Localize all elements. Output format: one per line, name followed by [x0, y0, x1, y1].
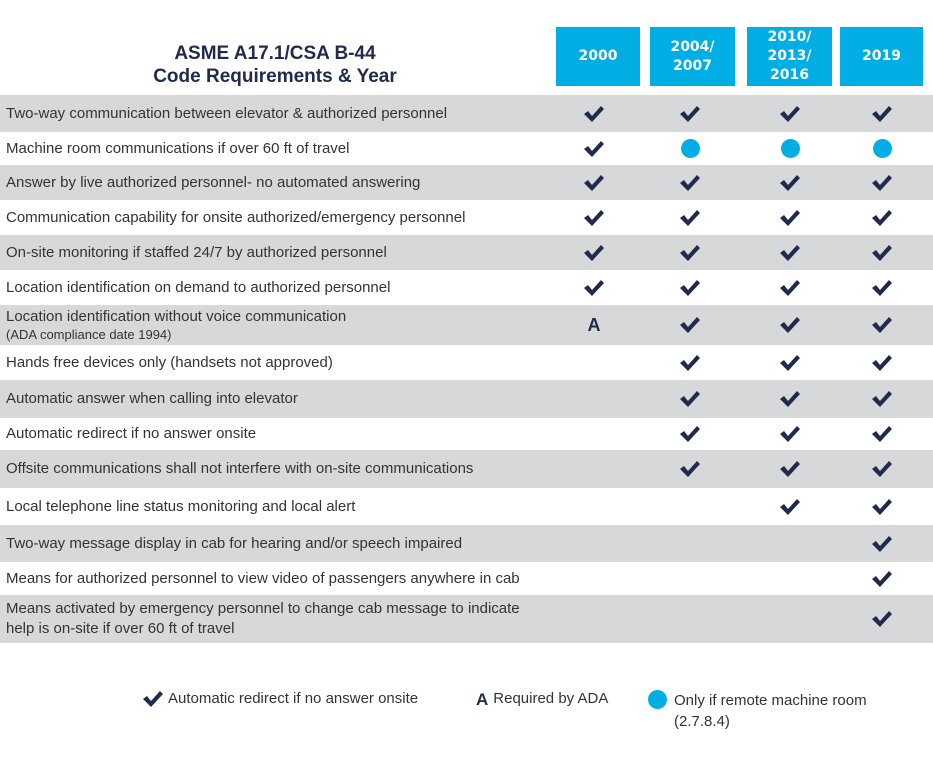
table-row — [0, 95, 933, 132]
table-row — [0, 418, 933, 450]
check-icon — [142, 690, 164, 708]
title-line-1: ASME A17.1/CSA B-44 — [174, 43, 376, 64]
requirement-label — [6, 353, 333, 373]
requirement-text: Local telephone line status monitoring and local alert — [6, 497, 356, 515]
check-icon — [670, 316, 710, 334]
requirement-text: Location identification without voice communication — [6, 308, 347, 325]
requirement-text: Two-way communication between elevator & authorized personnel — [6, 104, 448, 122]
year-header-2010: 2010/ 2013/ 2016 — [747, 27, 832, 86]
check-icon — [862, 354, 902, 372]
check-icon — [670, 354, 710, 372]
table-row — [0, 450, 933, 488]
requirement-label — [6, 424, 256, 444]
check-icon — [670, 460, 710, 478]
check-icon — [670, 105, 710, 123]
ada-icon: A — [587, 314, 601, 335]
requirement-label — [6, 389, 298, 409]
title-line-2: Code Requirements & Year — [153, 66, 397, 87]
table-row — [0, 380, 933, 418]
check-icon — [862, 316, 902, 334]
requirement-text: Answer by live authorized personnel- no automated answering — [6, 173, 421, 191]
requirement-text: Automatic redirect if no answer onsite — [6, 425, 257, 442]
check-icon — [862, 460, 902, 478]
legend-check-label: Automatic redirect if no answer onsite — [168, 690, 419, 707]
requirement-label — [6, 599, 520, 639]
requirement-label — [6, 243, 387, 263]
requirement-text: On-site monitoring if staffed 24/7 by authorized personnel — [6, 243, 387, 261]
check-icon — [862, 610, 902, 628]
requirement-label — [6, 497, 355, 517]
check-icon — [862, 279, 902, 297]
requirement-text: Means for authorized personnel to view video of passengers anywhere in cab — [6, 569, 520, 587]
requirement-label — [6, 569, 520, 589]
check-icon — [862, 498, 902, 516]
check-icon — [862, 174, 902, 192]
table-row — [0, 165, 933, 200]
check-icon — [862, 244, 902, 262]
requirement-label — [6, 139, 349, 159]
check-icon — [574, 105, 614, 123]
check-icon — [862, 535, 902, 553]
check-icon — [670, 244, 710, 262]
check-icon — [670, 279, 710, 297]
check-icon — [770, 209, 810, 227]
check-icon — [770, 498, 810, 516]
ada-icon: A — [476, 690, 489, 709]
table-row — [0, 488, 933, 525]
check-icon — [770, 460, 810, 478]
table-row — [0, 562, 933, 595]
check-icon — [670, 425, 710, 443]
dot-icon — [770, 139, 810, 158]
requirement-text: Means activated by emergency personnel to change cab message to indicate — [6, 600, 520, 617]
requirement-text: Communication capability for onsite authorized/emergency personnel — [6, 208, 466, 226]
requirement-label — [6, 104, 447, 124]
requirement-subtext: (ADA compliance date 1994) — [6, 327, 172, 342]
requirement-label — [6, 278, 390, 298]
check-icon — [770, 425, 810, 443]
check-icon — [574, 140, 614, 158]
table-row — [0, 595, 933, 643]
legend-dot-ref: (2.7.8.4) — [674, 713, 730, 730]
table-row — [0, 200, 933, 235]
legend-check — [142, 690, 418, 708]
requirement-label — [6, 307, 346, 343]
legend-dot-label: Only if remote machine room — [674, 692, 867, 709]
table-row — [0, 525, 933, 562]
check-icon — [770, 390, 810, 408]
table-title — [110, 42, 440, 88]
check-icon — [862, 390, 902, 408]
table-row — [0, 132, 933, 165]
requirement-text: Offsite communications shall not interfere with on-site communications — [6, 460, 474, 477]
requirement-text: Location identification on demand to authorized personnel — [6, 278, 391, 296]
requirement-label — [6, 173, 420, 193]
check-icon — [574, 209, 614, 227]
requirement-label — [6, 534, 462, 554]
check-icon — [770, 244, 810, 262]
requirement-text: Hands free devices only (handsets not approved) — [6, 353, 333, 371]
check-icon — [862, 105, 902, 123]
check-icon — [574, 279, 614, 297]
check-icon — [770, 105, 810, 123]
check-icon — [770, 316, 810, 334]
dot-icon — [862, 139, 902, 158]
requirement-text: Machine room communications if over 60 ft of travel — [6, 139, 350, 157]
check-icon — [862, 570, 902, 588]
table-row — [0, 305, 933, 345]
legend-dot — [648, 690, 867, 732]
check-icon — [670, 209, 710, 227]
check-icon — [770, 279, 810, 297]
check-icon — [670, 390, 710, 408]
year-header-2019: 2019 — [840, 27, 923, 86]
requirement-label — [6, 459, 473, 479]
check-icon — [574, 174, 614, 192]
table-row — [0, 270, 933, 305]
legend-ada — [476, 690, 608, 710]
requirement-label — [6, 208, 465, 228]
check-icon — [862, 209, 902, 227]
check-icon — [770, 354, 810, 372]
requirement-text: Automatic answer when calling into elevator — [6, 390, 298, 407]
check-icon — [862, 425, 902, 443]
legend-ada-label: Required by ADA — [493, 690, 609, 707]
requirement-text: Two-way message display in cab for hearing and/or speech impaired — [6, 534, 463, 552]
dot-icon — [648, 690, 667, 709]
year-header-2000: 2000 — [556, 27, 640, 86]
table-row — [0, 345, 933, 380]
dot-icon — [670, 139, 710, 158]
year-header-2004: 2004/ 2007 — [650, 27, 735, 86]
check-icon — [574, 244, 614, 262]
check-icon — [670, 174, 710, 192]
table-row — [0, 235, 933, 270]
check-icon — [770, 174, 810, 192]
requirement-subtext: help is on-site if over 60 ft of travel — [6, 620, 235, 637]
